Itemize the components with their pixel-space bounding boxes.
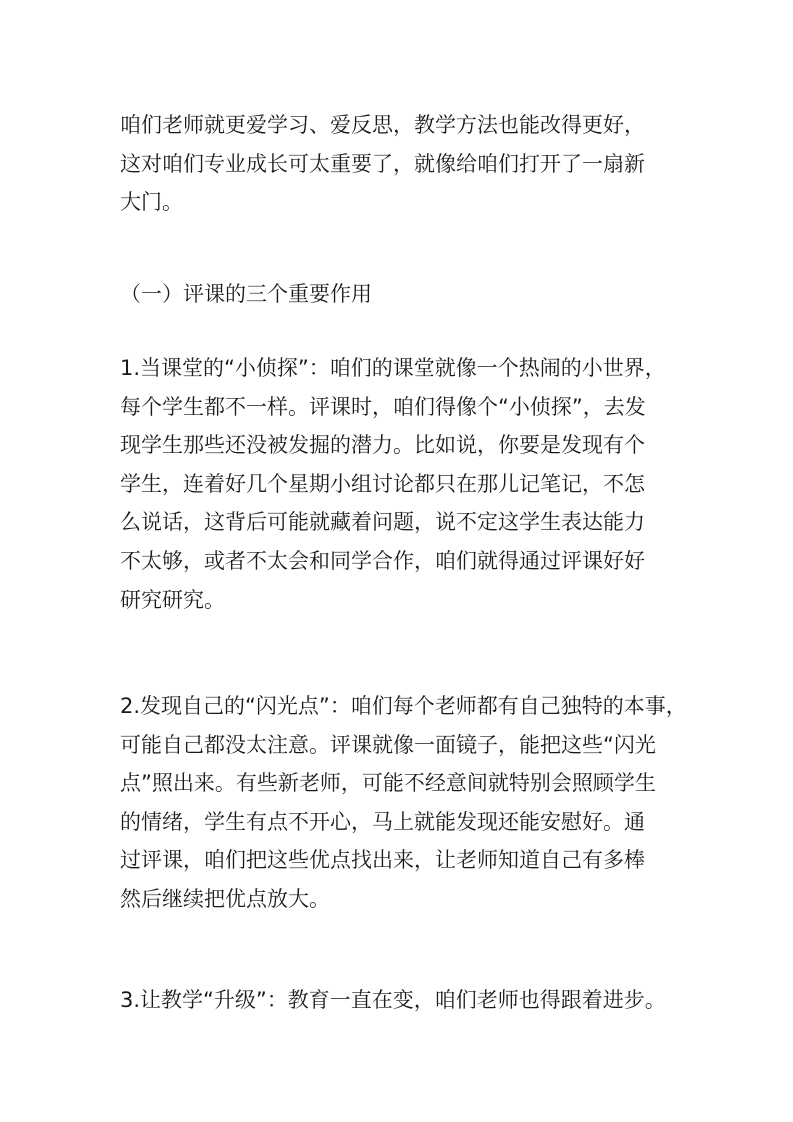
text-line: 研究研究。 bbox=[120, 587, 225, 612]
item-paragraph-1 bbox=[120, 349, 690, 619]
section-heading bbox=[120, 275, 690, 314]
text-line: 么说话，这背后可能就藏着问题，说不定这学生表达能力 bbox=[120, 510, 645, 535]
text-line: 然后继续把优点放大。 bbox=[120, 886, 330, 911]
text-line: 这对咱们专业成长可太重要了，就像给咱们打开了一扇新 bbox=[120, 151, 645, 176]
section-heading-text: （一）评课的三个重要作用 bbox=[120, 282, 372, 306]
text-line: 学生，连着好几个星期小组讨论都只在那儿记笔记，不怎 bbox=[120, 471, 645, 496]
item-paragraph-2 bbox=[120, 687, 690, 919]
text-line: 过评课，咱们把这些优点找出来，让老师知道自己有多棒 bbox=[120, 848, 645, 873]
item-paragraph-3 bbox=[120, 981, 690, 1020]
intro-paragraph bbox=[120, 106, 690, 222]
text-line: 现学生那些还没被发掘的潜力。比如说，你要是发现有个 bbox=[120, 433, 645, 458]
text-line: 大门。 bbox=[120, 190, 183, 215]
text-line: 可能自己都没太注意。评课就像一面镜子，能把这些“闪光 bbox=[120, 732, 656, 757]
text-line: 的情绪，学生有点不开心，马上就能发现还能安慰好。通 bbox=[120, 809, 645, 834]
text-line: 咱们老师就更爱学习、爱反思，教学方法也能改得更好， bbox=[120, 113, 645, 137]
text-line: 每个学生都不一样。评课时，咱们得像个“小侦探”，去发 bbox=[120, 394, 646, 419]
text-line: 2.发现自己的“闪光点”：咱们每个老师都有自己独特的本事， bbox=[120, 694, 687, 718]
text-line: 点”照出来。有些新老师，可能不经意间就特别会照顾学生 bbox=[120, 771, 656, 796]
text-line: 不太够，或者不太会和同学合作，咱们就得通过评课好好 bbox=[120, 548, 645, 573]
text-line: 3.让教学“升级”：教育一直在变，咱们老师也得跟着进步。 bbox=[120, 988, 666, 1012]
text-line: 1.当课堂的“小侦探”：咱们的课堂就像一个热闹的小世界， bbox=[120, 356, 666, 380]
